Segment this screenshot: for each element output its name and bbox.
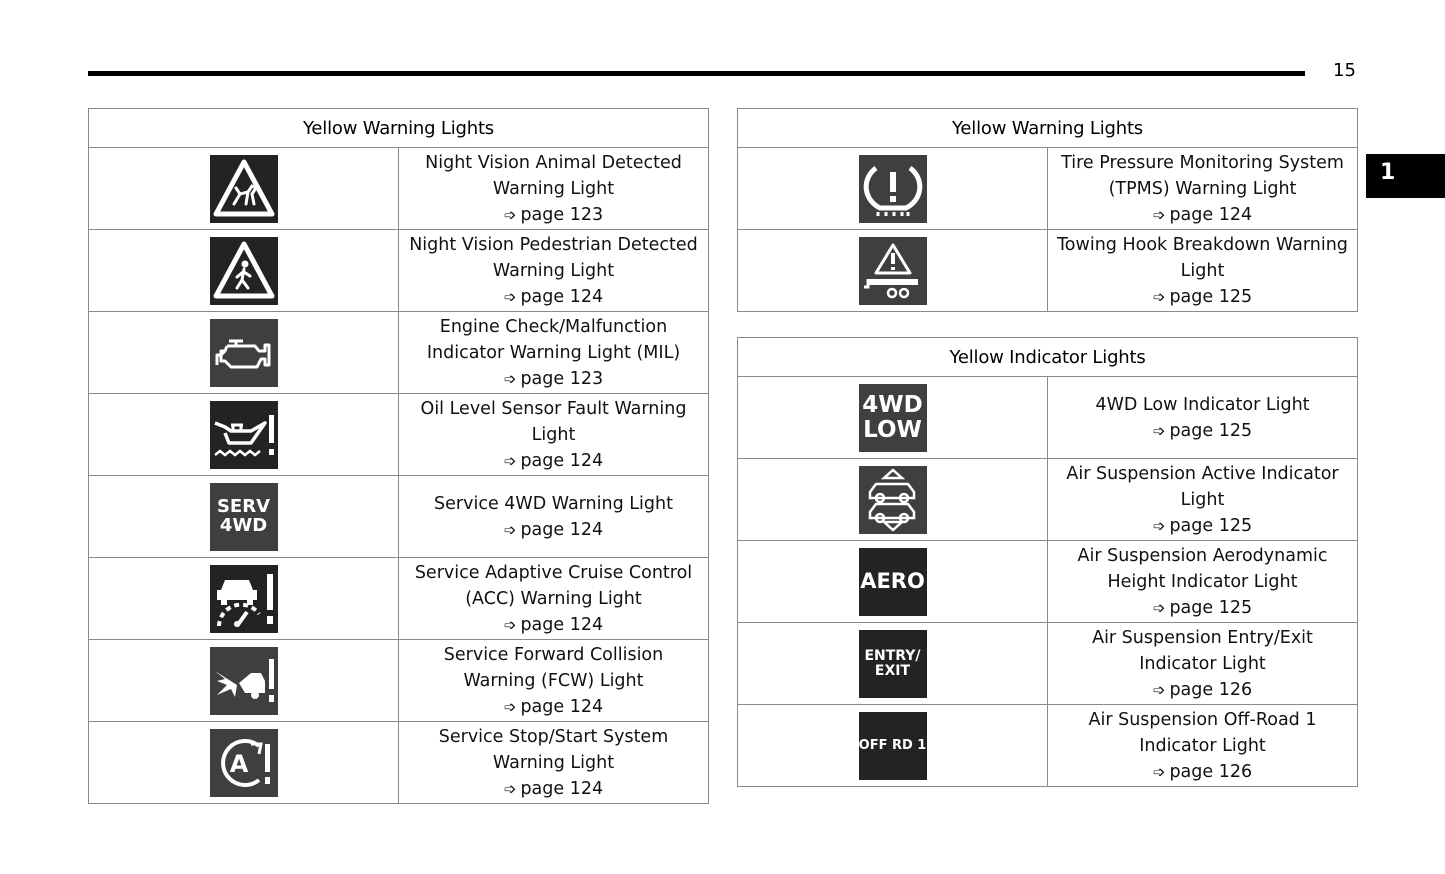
table-row bbox=[89, 476, 709, 558]
table-row bbox=[89, 722, 709, 804]
icon-text: SERV bbox=[216, 495, 271, 517]
towing-hook-icon bbox=[859, 237, 927, 305]
acc-warning-icon bbox=[210, 565, 278, 633]
table-row bbox=[89, 148, 709, 230]
table-title: Yellow Warning Lights bbox=[89, 109, 709, 148]
arrow-right-icon: ➩ bbox=[503, 615, 517, 634]
icon-text: ENTRY/ bbox=[864, 647, 921, 664]
tpms-icon bbox=[859, 155, 927, 223]
row-label: Engine Check/Malfunction Indicator Warning Light (MIL) bbox=[426, 316, 681, 363]
row-label: Service Stop/Start System Warning Light bbox=[438, 726, 669, 773]
aero-icon bbox=[859, 548, 927, 616]
arrow-right-icon: ➩ bbox=[503, 779, 517, 798]
arrow-right-icon: ➩ bbox=[1152, 598, 1166, 617]
arrow-right-icon: ➩ bbox=[503, 520, 517, 539]
arrow-right-icon: ➩ bbox=[1152, 421, 1166, 440]
entry-exit-icon bbox=[859, 630, 927, 698]
arrow-right-icon: ➩ bbox=[1152, 762, 1166, 781]
arrow-right-icon: ➩ bbox=[503, 451, 517, 470]
row-label: Air Suspension Entry/Exit Indicator Light bbox=[1092, 627, 1313, 674]
page-link[interactable]: page 124 bbox=[520, 286, 604, 307]
serv-4wd-icon bbox=[210, 483, 278, 551]
page-link[interactable]: page 124 bbox=[520, 450, 604, 471]
row-label: Service 4WD Warning Light bbox=[434, 493, 673, 514]
4wd-low-icon bbox=[859, 384, 927, 452]
page-link[interactable]: page 123 bbox=[520, 204, 604, 225]
stop-start-icon bbox=[210, 729, 278, 797]
page-link[interactable]: page 123 bbox=[520, 368, 604, 389]
arrow-right-icon: ➩ bbox=[1152, 205, 1166, 224]
page-link[interactable]: page 125 bbox=[1169, 420, 1253, 441]
arrow-right-icon: ➩ bbox=[1152, 287, 1166, 306]
page-link[interactable]: page 124 bbox=[520, 614, 604, 635]
table-row bbox=[89, 230, 709, 312]
air-suspension-active-icon bbox=[859, 466, 927, 534]
page-link[interactable]: page 124 bbox=[520, 778, 604, 799]
row-label: Night Vision Pedestrian Detected Warning Light bbox=[409, 234, 698, 281]
page-link[interactable]: page 124 bbox=[520, 519, 604, 540]
table-row bbox=[738, 541, 1358, 623]
row-label: Air Suspension Active Indicator Light bbox=[1066, 463, 1339, 510]
row-label: Service Adaptive Cruise Control (ACC) Warning Light bbox=[414, 562, 693, 609]
page-link[interactable]: page 124 bbox=[1169, 204, 1253, 225]
fcw-warning-icon bbox=[210, 647, 278, 715]
row-label: Air Suspension Off-Road 1 Indicator Light bbox=[1088, 709, 1317, 756]
page-number: 15 bbox=[1333, 60, 1356, 81]
table-row bbox=[89, 394, 709, 476]
left-warning-table bbox=[88, 108, 709, 804]
arrow-right-icon: ➩ bbox=[503, 697, 517, 716]
svg-text:A: A bbox=[229, 749, 248, 778]
arrow-right-icon: ➩ bbox=[1152, 680, 1166, 699]
chapter-tab: 1 bbox=[1366, 154, 1445, 198]
table-row bbox=[738, 377, 1358, 459]
table-row bbox=[89, 312, 709, 394]
table-row bbox=[738, 459, 1358, 541]
row-label: Oil Level Sensor Fault Warning Light bbox=[420, 398, 687, 445]
row-label: Service Forward Collision Warning (FCW) Light bbox=[443, 644, 664, 691]
page-link[interactable]: page 125 bbox=[1169, 515, 1253, 536]
icon-text: LOW bbox=[863, 416, 922, 443]
table-title: Yellow Warning Lights bbox=[738, 109, 1358, 148]
right-indicator-table bbox=[737, 337, 1358, 787]
row-label: Night Vision Animal Detected Warning Light bbox=[425, 152, 682, 199]
page-link[interactable]: page 126 bbox=[1169, 761, 1253, 782]
arrow-right-icon: ➩ bbox=[503, 287, 517, 306]
off-rd-1-icon bbox=[859, 712, 927, 780]
table-row bbox=[738, 623, 1358, 705]
row-label: 4WD Low Indicator Light bbox=[1095, 394, 1310, 415]
right-warning-table bbox=[737, 108, 1358, 312]
engine-check-icon bbox=[210, 319, 278, 387]
arrow-right-icon: ➩ bbox=[1152, 516, 1166, 535]
page-link[interactable]: page 126 bbox=[1169, 679, 1253, 700]
page-link[interactable]: page 125 bbox=[1169, 286, 1253, 307]
table-row bbox=[738, 148, 1358, 230]
icon-text: OFF RD 1 bbox=[858, 737, 927, 753]
icon-text: 4WD bbox=[862, 392, 923, 419]
oil-level-icon bbox=[210, 401, 278, 469]
row-label: Towing Hook Breakdown Warning Light bbox=[1057, 234, 1348, 281]
arrow-right-icon: ➩ bbox=[503, 369, 517, 388]
page-link[interactable]: page 125 bbox=[1169, 597, 1253, 618]
table-row bbox=[89, 558, 709, 640]
icon-text: AERO bbox=[860, 569, 925, 594]
pedestrian-warning-icon bbox=[210, 237, 278, 305]
page-link[interactable]: page 124 bbox=[520, 696, 604, 717]
icon-text: 4WD bbox=[219, 514, 268, 536]
table-row bbox=[89, 640, 709, 722]
animal-warning-icon bbox=[210, 155, 278, 223]
arrow-right-icon: ➩ bbox=[503, 205, 517, 224]
row-label: Tire Pressure Monitoring System (TPMS) Warning Light bbox=[1061, 152, 1344, 199]
header-rule bbox=[88, 71, 1305, 76]
table-row bbox=[738, 230, 1358, 312]
row-label: Air Suspension Aerodynamic Height Indicator Light bbox=[1077, 545, 1328, 592]
icon-text: EXIT bbox=[874, 662, 911, 679]
table-title: Yellow Indicator Lights bbox=[738, 338, 1358, 377]
table-row bbox=[738, 705, 1358, 787]
